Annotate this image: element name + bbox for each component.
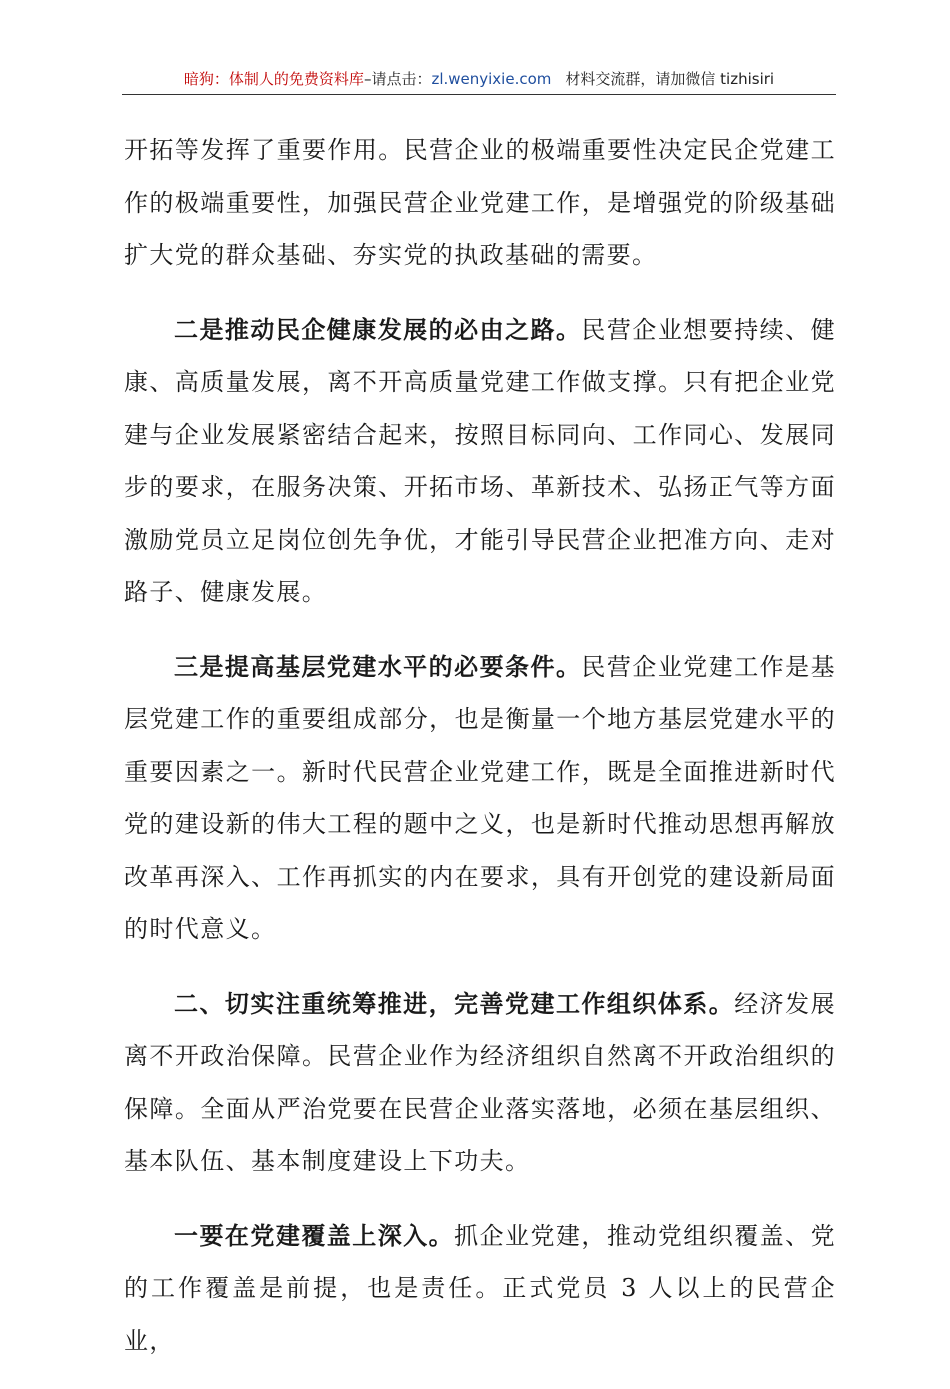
paragraph-4-heading: 二、切实注重统筹推进，完善党建工作组织体系。 [174,988,735,1018]
header-url-link[interactable]: zl.wenyixie.com [431,70,552,88]
page-header [122,66,836,95]
paragraph-1-body: 开拓等发挥了重要作用。民营企业的极端重要性决定民企党建工作的极端重要性，加强民营企业党建工作，是增强党的阶级基础扩大党的群众基础、夯实党的执政基础的需要。 [124,136,836,269]
paragraph-4 [124,978,836,1188]
paragraph-5-heading: 一要在党建覆盖上深入。 [174,1220,455,1250]
header-site-name: 暗狗：体制人的免费资料库 [183,70,364,88]
paragraph-5-body: 抓企业党建，推动党组织覆盖、党的工作覆盖是前提，也是责任。正式党员 3 人以上的民营企业， [124,1221,837,1355]
paragraph-2-body: 民营企业想要持续、健康、高质量发展，离不开高质量党建工作做支撑。只有把企业党建与企业发展紧密结合起来，按照目标同向、工作同心、发展同步的要求，在服务决策、开拓市场、革新技术、弘扬正气等方面激励党员立足岗位创先争优，才能引导民营企业把准方向、走对路子、健康发展。 [124,315,836,606]
paragraph-3-heading: 三是提高基层党建水平的必要条件。 [174,651,582,681]
paragraph-3 [124,641,836,956]
header-wechat-note: 材料交流群，请加微信 tizhisiri [565,70,775,88]
paragraph-5 [124,1210,836,1368]
paragraph-1 [124,124,836,282]
header-click-prompt: –请点击： [363,70,432,88]
paragraph-3-body: 民营企业党建工作是基层党建工作的重要组成部分，也是衡量一个地方基层党建水平的重要因素之一。新时代民营企业党建工作，既是全面推进新时代党的建设新的伟大工程的题中之义，也是新时代推动思想再解放改革再深入、工作再抓实的内在要求，具有开创党的建设新局面的时代意义。 [124,652,836,943]
paragraph-4-body: 经济发展离不开政治保障。民营企业作为经济组织自然离不开政治组织的保障。全面从严治党要在民营企业落实落地，必须在基层组织、基本队伍、基本制度建设上下功夫。 [124,989,836,1175]
document-body [124,124,836,1389]
paragraph-2-heading: 二是推动民企健康发展的必由之路。 [174,314,582,344]
paragraph-2 [124,304,836,619]
